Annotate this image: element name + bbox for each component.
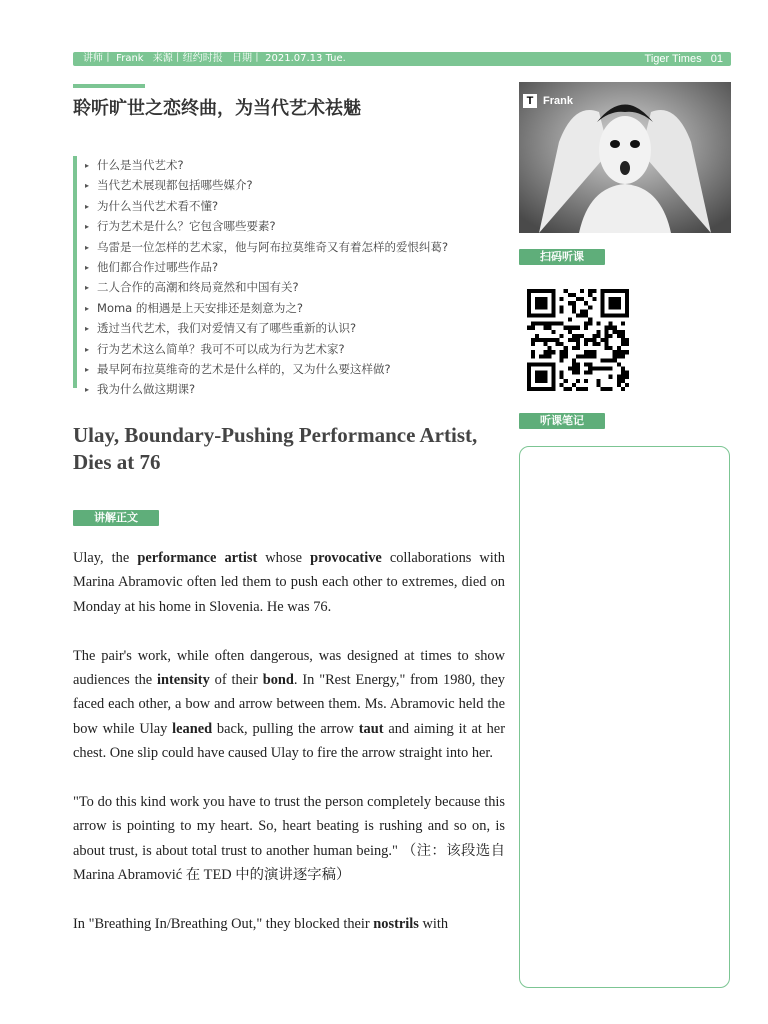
article-title-en: Ulay, Boundary-Pushing Performance Artist, Dies at 76: [73, 423, 478, 474]
text-span: whose: [257, 550, 311, 566]
vocab-term: nostrils: [373, 916, 419, 933]
logo-mark: T: [523, 94, 537, 108]
paragraph: [73, 546, 505, 619]
text-span: collaborations with Marina Abramovic often led them to push each other to extremes, died on Monday at his home in Slovenia. He was 76.: [73, 550, 505, 615]
brand-logo: [523, 94, 573, 108]
notes-box[interactable]: [519, 446, 730, 988]
date-label: 日期丨 2021.07.13 Tue.: [231, 53, 346, 64]
text-span: back, pulling the arrow: [212, 720, 359, 737]
brand-label: Tiger Times: [644, 53, 702, 65]
text-span: and aiming it at her chest. One slip could have caused Ulay to fire the arrow straight into her.: [73, 720, 505, 762]
list-item: ▸ 什么是当代艺术?: [85, 156, 448, 176]
section-label-tag: 讲解正文: [73, 510, 159, 526]
lecturer-label: 讲师丨 Frank: [83, 53, 144, 64]
scan-label-tag: 扫码听课: [519, 249, 605, 265]
text-span: The pair's work, while often dangerous, was designed at times to show audiences the: [73, 647, 505, 689]
list-item: ▸ Moma 的相遇是上天安排还是刻意为之?: [85, 299, 448, 319]
header-bar: [73, 52, 731, 66]
list-item: ▸ 行为艺术是什么？它包含哪些要素?: [85, 217, 448, 237]
qr-code[interactable]: [523, 289, 633, 391]
topic-list: [73, 156, 449, 397]
article-body: [73, 546, 505, 961]
list-item: ▸ 当代艺术展现都包括哪些媒介?: [85, 176, 448, 196]
page-title-cn: 聆听旷世之恋终曲，为当代艺术祛魅: [73, 98, 361, 119]
paragraph: [73, 912, 505, 936]
vocab-term: taut: [358, 720, 384, 737]
list-item: ▸ 透过当代艺术，我们对爱情又有了哪些重新的认识?: [85, 319, 448, 339]
text-span: of their: [209, 672, 263, 689]
text-span: In "Breathing In/Breathing Out," they blocked their: [73, 916, 374, 933]
list-item: ▸ 行为艺术这么简单？我可不可以成为行为艺术家?: [85, 340, 448, 360]
vocab-term: provocative: [310, 550, 382, 566]
vocab-term: intensity: [157, 672, 210, 689]
vocab-term: bond: [262, 672, 294, 689]
list-item: ▸ 为什么当代艺术看不懂?: [85, 197, 448, 217]
logo-text: Frank: [543, 95, 573, 107]
paragraph: "To do this kind work you have to trust the person completely because this arrow is pointing to my heart. So, heart beating is rushing and so on, is about trust, is about total trust to another human being." （注：该段选自 Marina Abramović 在 TED 中的演讲逐字稿）: [73, 794, 505, 884]
source-label: 来源丨纽约时报: [152, 53, 223, 64]
list-item: ▸ 他们都合作过哪些作品?: [85, 258, 448, 278]
list-item: ▸ 乌雷是一位怎样的艺术家，他与阿布拉莫维奇又有着怎样的爱恨纠葛?: [85, 238, 448, 258]
list-item: ▸ 最早阿布拉莫维奇的艺术是什么样的，又为什么要这样做?: [85, 360, 448, 380]
artist-photo: [519, 82, 731, 233]
vocab-term: leaned: [172, 720, 213, 737]
list-item: ▸ 二人合作的高潮和终局竟然和中国有关?: [85, 278, 448, 298]
vocab-term: performance artist: [137, 550, 258, 566]
notes-label-tag: 听课笔记: [519, 413, 605, 429]
paragraph: [73, 644, 505, 766]
text-span: with: [418, 916, 449, 933]
title-accent-bar: [73, 84, 145, 88]
list-item: ▸ 我为什么做这期课?: [85, 380, 448, 400]
page-number: 01: [710, 53, 723, 65]
text-span: Ulay, the: [73, 550, 138, 566]
text-span: . In "Rest Energy," from 1980, they faced each other, a bow and arrow between them. Ms. Abramovic held the bow while Ulay: [73, 672, 506, 737]
